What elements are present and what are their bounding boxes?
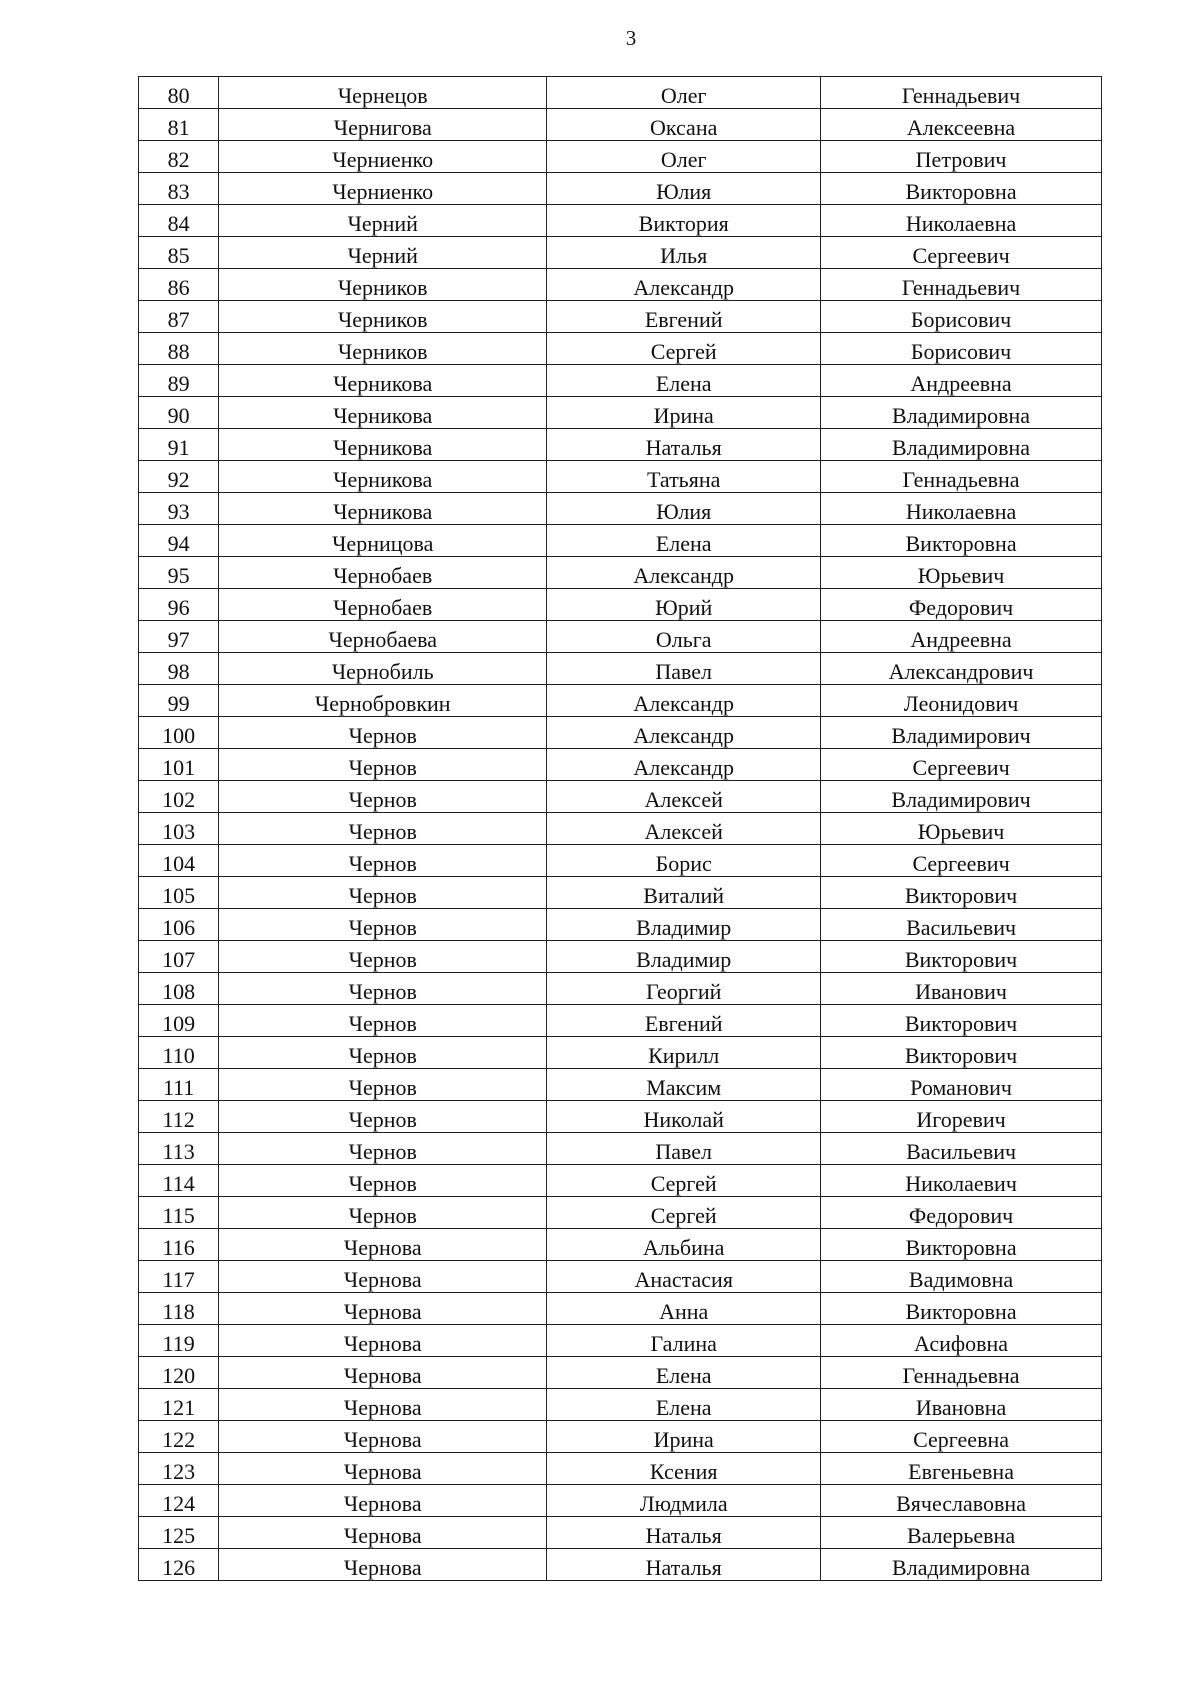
row-number-cell: 90 (139, 397, 219, 429)
patronymic-cell: Геннадьевич (821, 269, 1102, 301)
last-name-cell: Чернов (219, 1165, 547, 1197)
first-name-cell: Оксана (547, 109, 821, 141)
patronymic-cell: Борисович (821, 333, 1102, 365)
first-name-cell: Виталий (547, 877, 821, 909)
table-row (139, 525, 1102, 557)
row-number-cell: 96 (139, 589, 219, 621)
last-name-cell: Чернов (219, 941, 547, 973)
patronymic-cell: Андреевна (821, 365, 1102, 397)
patronymic-cell: Владимирович (821, 717, 1102, 749)
row-number-cell: 89 (139, 365, 219, 397)
patronymic-cell: Ивановна (821, 1389, 1102, 1421)
row-number-cell: 84 (139, 205, 219, 237)
table-row (139, 589, 1102, 621)
table-row (139, 1549, 1102, 1581)
first-name-cell: Евгений (547, 1005, 821, 1037)
table-row (139, 365, 1102, 397)
first-name-cell: Альбина (547, 1229, 821, 1261)
row-number-cell: 93 (139, 493, 219, 525)
first-name-cell: Ксения (547, 1453, 821, 1485)
last-name-cell: Чернигова (219, 109, 547, 141)
last-name-cell: Чернобаев (219, 589, 547, 621)
last-name-cell: Чернов (219, 909, 547, 941)
last-name-cell: Чернов (219, 973, 547, 1005)
patronymic-cell: Владимировна (821, 1549, 1102, 1581)
table-row (139, 1133, 1102, 1165)
row-number-cell: 122 (139, 1421, 219, 1453)
table-row (139, 1005, 1102, 1037)
row-number-cell: 86 (139, 269, 219, 301)
first-name-cell: Ольга (547, 621, 821, 653)
patronymic-cell: Алексеевна (821, 109, 1102, 141)
row-number-cell: 99 (139, 685, 219, 717)
table-row (139, 877, 1102, 909)
row-number-cell: 88 (139, 333, 219, 365)
last-name-cell: Черников (219, 333, 547, 365)
table-row (139, 301, 1102, 333)
patronymic-cell: Валерьевна (821, 1517, 1102, 1549)
last-name-cell: Чернова (219, 1325, 547, 1357)
last-name-cell: Черникова (219, 461, 547, 493)
patronymic-cell: Николаевна (821, 205, 1102, 237)
last-name-cell: Чернова (219, 1389, 547, 1421)
first-name-cell: Алексей (547, 781, 821, 813)
row-number-cell: 112 (139, 1101, 219, 1133)
table-row (139, 1229, 1102, 1261)
last-name-cell: Чернова (219, 1517, 547, 1549)
last-name-cell: Чернова (219, 1229, 547, 1261)
first-name-cell: Наталья (547, 1517, 821, 1549)
first-name-cell: Александр (547, 749, 821, 781)
last-name-cell: Черниенко (219, 141, 547, 173)
last-name-cell: Чернов (219, 749, 547, 781)
table-row (139, 397, 1102, 429)
patronymic-cell: Васильевич (821, 1133, 1102, 1165)
table-row (139, 1165, 1102, 1197)
patronymic-cell: Викторовна (821, 525, 1102, 557)
table-row (139, 717, 1102, 749)
last-name-cell: Чернов (219, 1101, 547, 1133)
last-name-cell: Чернов (219, 845, 547, 877)
last-name-cell: Чернов (219, 1037, 547, 1069)
last-name-cell: Чернецов (219, 77, 547, 109)
first-name-cell: Юлия (547, 493, 821, 525)
last-name-cell: Черникова (219, 365, 547, 397)
patronymic-cell: Федорович (821, 1197, 1102, 1229)
row-number-cell: 92 (139, 461, 219, 493)
row-number-cell: 107 (139, 941, 219, 973)
first-name-cell: Наталья (547, 1549, 821, 1581)
row-number-cell: 115 (139, 1197, 219, 1229)
row-number-cell: 104 (139, 845, 219, 877)
first-name-cell: Александр (547, 685, 821, 717)
last-name-cell: Черников (219, 301, 547, 333)
row-number-cell: 105 (139, 877, 219, 909)
first-name-cell: Илья (547, 237, 821, 269)
row-number-cell: 109 (139, 1005, 219, 1037)
table-row (139, 1485, 1102, 1517)
table-row (139, 813, 1102, 845)
table-row (139, 1037, 1102, 1069)
patronymic-cell: Викторовна (821, 1229, 1102, 1261)
last-name-cell: Чернова (219, 1453, 547, 1485)
last-name-cell: Чернов (219, 877, 547, 909)
row-number-cell: 118 (139, 1293, 219, 1325)
last-name-cell: Чернобиль (219, 653, 547, 685)
first-name-cell: Юлия (547, 173, 821, 205)
row-number-cell: 126 (139, 1549, 219, 1581)
table-row (139, 973, 1102, 1005)
table-row (139, 77, 1102, 109)
last-name-cell: Чернобаев (219, 557, 547, 589)
first-name-cell: Олег (547, 141, 821, 173)
patronymic-cell: Геннадьевна (821, 1357, 1102, 1389)
last-name-cell: Чернова (219, 1261, 547, 1293)
table-row (139, 1453, 1102, 1485)
patronymic-cell: Викторович (821, 1005, 1102, 1037)
table-row (139, 941, 1102, 973)
table-row (139, 237, 1102, 269)
first-name-cell: Владимир (547, 909, 821, 941)
row-number-cell: 100 (139, 717, 219, 749)
table-row (139, 1069, 1102, 1101)
row-number-cell: 108 (139, 973, 219, 1005)
last-name-cell: Чернова (219, 1357, 547, 1389)
patronymic-cell: Викторовна (821, 1293, 1102, 1325)
patronymic-cell: Сергеевич (821, 237, 1102, 269)
last-name-cell: Черний (219, 205, 547, 237)
table-row (139, 909, 1102, 941)
last-name-cell: Черникова (219, 429, 547, 461)
table-row (139, 429, 1102, 461)
patronymic-cell: Владимировна (821, 397, 1102, 429)
patronymic-cell: Геннадьевна (821, 461, 1102, 493)
row-number-cell: 125 (139, 1517, 219, 1549)
table-row (139, 557, 1102, 589)
row-number-cell: 82 (139, 141, 219, 173)
first-name-cell: Юрий (547, 589, 821, 621)
last-name-cell: Черникова (219, 397, 547, 429)
patronymic-cell: Александрович (821, 653, 1102, 685)
first-name-cell: Татьяна (547, 461, 821, 493)
patronymic-cell: Юрьевич (821, 813, 1102, 845)
table-row (139, 173, 1102, 205)
row-number-cell: 114 (139, 1165, 219, 1197)
table-row (139, 1357, 1102, 1389)
row-number-cell: 98 (139, 653, 219, 685)
row-number-cell: 102 (139, 781, 219, 813)
first-name-cell: Елена (547, 1357, 821, 1389)
patronymic-cell: Сергеевич (821, 845, 1102, 877)
table-row (139, 1389, 1102, 1421)
first-name-cell: Алексей (547, 813, 821, 845)
first-name-cell: Сергей (547, 1165, 821, 1197)
patronymic-cell: Борисович (821, 301, 1102, 333)
first-name-cell: Ирина (547, 1421, 821, 1453)
last-name-cell: Черницова (219, 525, 547, 557)
table-row (139, 461, 1102, 493)
page-number: 3 (625, 26, 637, 50)
row-number-cell: 113 (139, 1133, 219, 1165)
last-name-cell: Чернобровкин (219, 685, 547, 717)
row-number-cell: 80 (139, 77, 219, 109)
table-body (139, 77, 1102, 1581)
first-name-cell: Ирина (547, 397, 821, 429)
table-row (139, 1517, 1102, 1549)
first-name-cell: Николай (547, 1101, 821, 1133)
patronymic-cell: Викторович (821, 1037, 1102, 1069)
last-name-cell: Чернов (219, 1069, 547, 1101)
last-name-cell: Чернов (219, 1197, 547, 1229)
patronymic-cell: Сергеевич (821, 749, 1102, 781)
last-name-cell: Черниенко (219, 173, 547, 205)
first-name-cell: Елена (547, 365, 821, 397)
patronymic-cell: Николаевна (821, 493, 1102, 525)
table-row (139, 781, 1102, 813)
last-name-cell: Чернова (219, 1549, 547, 1581)
last-name-cell: Чернобаева (219, 621, 547, 653)
row-number-cell: 97 (139, 621, 219, 653)
table-row (139, 109, 1102, 141)
first-name-cell: Борис (547, 845, 821, 877)
row-number-cell: 121 (139, 1389, 219, 1421)
table-row (139, 621, 1102, 653)
first-name-cell: Анна (547, 1293, 821, 1325)
table-row (139, 1421, 1102, 1453)
row-number-cell: 111 (139, 1069, 219, 1101)
first-name-cell: Елена (547, 525, 821, 557)
row-number-cell: 124 (139, 1485, 219, 1517)
last-name-cell: Черникова (219, 493, 547, 525)
patronymic-cell: Юрьевич (821, 557, 1102, 589)
patronymic-cell: Романович (821, 1069, 1102, 1101)
row-number-cell: 85 (139, 237, 219, 269)
first-name-cell: Виктория (547, 205, 821, 237)
table-row (139, 1197, 1102, 1229)
row-number-cell: 116 (139, 1229, 219, 1261)
patronymic-cell: Викторовна (821, 173, 1102, 205)
table-row (139, 1293, 1102, 1325)
row-number-cell: 101 (139, 749, 219, 781)
row-number-cell: 120 (139, 1357, 219, 1389)
first-name-cell: Александр (547, 717, 821, 749)
patronymic-cell: Владимирович (821, 781, 1102, 813)
first-name-cell: Александр (547, 557, 821, 589)
first-name-cell: Георгий (547, 973, 821, 1005)
first-name-cell: Людмила (547, 1485, 821, 1517)
patronymic-cell: Николаевич (821, 1165, 1102, 1197)
first-name-cell: Александр (547, 269, 821, 301)
first-name-cell: Олег (547, 77, 821, 109)
first-name-cell: Сергей (547, 1197, 821, 1229)
patronymic-cell: Асифовна (821, 1325, 1102, 1357)
table-row (139, 269, 1102, 301)
last-name-cell: Чернова (219, 1421, 547, 1453)
table-row (139, 141, 1102, 173)
row-number-cell: 81 (139, 109, 219, 141)
last-name-cell: Чернова (219, 1293, 547, 1325)
table-row (139, 653, 1102, 685)
patronymic-cell: Викторович (821, 941, 1102, 973)
last-name-cell: Чернов (219, 1005, 547, 1037)
last-name-cell: Чернова (219, 1485, 547, 1517)
names-table (138, 76, 1102, 1581)
patronymic-cell: Петрович (821, 141, 1102, 173)
patronymic-cell: Иванович (821, 973, 1102, 1005)
row-number-cell: 117 (139, 1261, 219, 1293)
last-name-cell: Чернов (219, 813, 547, 845)
last-name-cell: Чернов (219, 717, 547, 749)
first-name-cell: Павел (547, 1133, 821, 1165)
first-name-cell: Галина (547, 1325, 821, 1357)
patronymic-cell: Андреевна (821, 621, 1102, 653)
patronymic-cell: Владимировна (821, 429, 1102, 461)
patronymic-cell: Викторович (821, 877, 1102, 909)
patronymic-cell: Леонидович (821, 685, 1102, 717)
row-number-cell: 87 (139, 301, 219, 333)
row-number-cell: 83 (139, 173, 219, 205)
last-name-cell: Черний (219, 237, 547, 269)
first-name-cell: Евгений (547, 301, 821, 333)
row-number-cell: 123 (139, 1453, 219, 1485)
patronymic-cell: Сергеевна (821, 1421, 1102, 1453)
last-name-cell: Черников (219, 269, 547, 301)
last-name-cell: Чернов (219, 781, 547, 813)
row-number-cell: 110 (139, 1037, 219, 1069)
table-row (139, 685, 1102, 717)
first-name-cell: Сергей (547, 333, 821, 365)
patronymic-cell: Игоревич (821, 1101, 1102, 1133)
table-row (139, 1261, 1102, 1293)
table-row (139, 205, 1102, 237)
first-name-cell: Наталья (547, 429, 821, 461)
row-number-cell: 106 (139, 909, 219, 941)
row-number-cell: 94 (139, 525, 219, 557)
patronymic-cell: Вадимовна (821, 1261, 1102, 1293)
patronymic-cell: Федорович (821, 589, 1102, 621)
table-row (139, 749, 1102, 781)
first-name-cell: Анастасия (547, 1261, 821, 1293)
patronymic-cell: Вячеславовна (821, 1485, 1102, 1517)
last-name-cell: Чернов (219, 1133, 547, 1165)
table-row (139, 845, 1102, 877)
first-name-cell: Владимир (547, 941, 821, 973)
first-name-cell: Елена (547, 1389, 821, 1421)
row-number-cell: 95 (139, 557, 219, 589)
patronymic-cell: Евгеньевна (821, 1453, 1102, 1485)
table-row (139, 1325, 1102, 1357)
patronymic-cell: Васильевич (821, 909, 1102, 941)
row-number-cell: 119 (139, 1325, 219, 1357)
first-name-cell: Максим (547, 1069, 821, 1101)
patronymic-cell: Геннадьевич (821, 77, 1102, 109)
row-number-cell: 91 (139, 429, 219, 461)
table-row (139, 1101, 1102, 1133)
first-name-cell: Кирилл (547, 1037, 821, 1069)
table-row (139, 493, 1102, 525)
first-name-cell: Павел (547, 653, 821, 685)
table-row (139, 333, 1102, 365)
row-number-cell: 103 (139, 813, 219, 845)
